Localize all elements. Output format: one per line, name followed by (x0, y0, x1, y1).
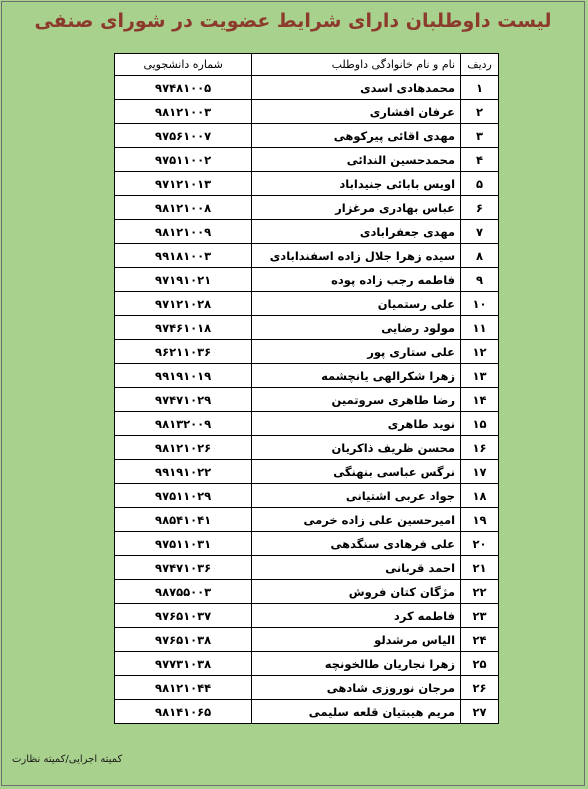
full-name-cell: سیده زهرا جلال زاده اسفندابادی (252, 244, 461, 268)
full-name-cell: علی فرهادی سنگدهی (252, 532, 461, 556)
full-name-cell: زهرا شکرالهی یانچشمه (252, 364, 461, 388)
row-number-cell: ۲ (461, 100, 499, 124)
student-id-cell: ۹۸۷۵۵۰۰۳ (115, 580, 252, 604)
row-number-cell: ۱۴ (461, 388, 499, 412)
full-name-cell: علی رستمیان (252, 292, 461, 316)
row-number-cell: ۲۰ (461, 532, 499, 556)
row-number-cell: ۱۶ (461, 436, 499, 460)
table-row (115, 124, 499, 148)
table-row (115, 244, 499, 268)
student-id-cell: ۹۸۱۲۱۰۰۸ (115, 196, 252, 220)
row-number-cell: ۵ (461, 172, 499, 196)
student-id-cell: ۹۷۵۶۱۰۰۷ (115, 124, 252, 148)
student-id-cell: ۹۹۱۹۱۰۱۹ (115, 364, 252, 388)
student-id-cell: ۹۷۱۲۱۰۲۸ (115, 292, 252, 316)
row-number-cell: ۲۷ (461, 700, 499, 724)
row-number-cell: ۱۱ (461, 316, 499, 340)
table-row (115, 484, 499, 508)
student-id-cell: ۹۷۵۱۱۰۰۲ (115, 148, 252, 172)
student-id-cell: ۹۶۲۱۱۰۳۶ (115, 340, 252, 364)
full-name-cell: محسن ظریف ذاکریان (252, 436, 461, 460)
row-number-cell: ۲۵ (461, 652, 499, 676)
candidates-table (114, 53, 499, 724)
table-row (115, 412, 499, 436)
table-row (115, 268, 499, 292)
table-row (115, 76, 499, 100)
student-id-cell: ۹۸۱۲۱۰۰۳ (115, 100, 252, 124)
row-number-cell: ۱۹ (461, 508, 499, 532)
full-name-cell: امیرحسین علی زاده خرمی (252, 508, 461, 532)
student-id-cell: ۹۸۱۲۱۰۴۴ (115, 676, 252, 700)
row-number-cell: ۲۴ (461, 628, 499, 652)
table-row (115, 364, 499, 388)
student-id-cell: ۹۹۱۸۱۰۰۳ (115, 244, 252, 268)
full-name-cell: مهدی اقائی پیرکوهی (252, 124, 461, 148)
full-name-cell: مریم هیبتیان قلعه سلیمی (252, 700, 461, 724)
table-row (115, 700, 499, 724)
table-row (115, 460, 499, 484)
header-student-id: شماره دانشجویی (115, 54, 252, 76)
row-number-cell: ۱۵ (461, 412, 499, 436)
table-row (115, 340, 499, 364)
full-name-cell: مژگان کتان فروش (252, 580, 461, 604)
full-name-cell: فاطمه رجب زاده پوده (252, 268, 461, 292)
student-id-cell: ۹۷۴۷۱۰۳۶ (115, 556, 252, 580)
table-row (115, 652, 499, 676)
row-number-cell: ۱۰ (461, 292, 499, 316)
row-number-cell: ۳ (461, 124, 499, 148)
student-id-cell: ۹۷۷۳۱۰۳۸ (115, 652, 252, 676)
table-row (115, 196, 499, 220)
page-frame (1, 1, 585, 786)
student-id-cell: ۹۸۱۳۲۰۰۹ (115, 412, 252, 436)
header-full-name: نام و نام خانوادگی داوطلب (252, 54, 461, 76)
student-id-cell: ۹۸۱۲۱۰۰۹ (115, 220, 252, 244)
table-row (115, 604, 499, 628)
row-number-cell: ۸ (461, 244, 499, 268)
row-number-cell: ۲۶ (461, 676, 499, 700)
row-number-cell: ۹ (461, 268, 499, 292)
row-number-cell: ۱۳ (461, 364, 499, 388)
full-name-cell: محمدحسین الندائی (252, 148, 461, 172)
full-name-cell: عباس بهادری مرغزار (252, 196, 461, 220)
row-number-cell: ۶ (461, 196, 499, 220)
student-id-cell: ۹۸۵۴۱۰۴۱ (115, 508, 252, 532)
student-id-cell: ۹۷۱۹۱۰۲۱ (115, 268, 252, 292)
table-row (115, 220, 499, 244)
table-row (115, 292, 499, 316)
full-name-cell: رضا طاهری سروتمین (252, 388, 461, 412)
full-name-cell: فاطمه کرد (252, 604, 461, 628)
full-name-cell: نوید طاهری (252, 412, 461, 436)
row-number-cell: ۱۷ (461, 460, 499, 484)
full-name-cell: نرگس عباسی بنهنگی (252, 460, 461, 484)
student-id-cell: ۹۷۴۷۱۰۲۹ (115, 388, 252, 412)
student-id-cell: ۹۷۱۲۱۰۱۳ (115, 172, 252, 196)
table-row (115, 676, 499, 700)
header-row-number: ردیف (461, 54, 499, 76)
table-row (115, 532, 499, 556)
row-number-cell: ۴ (461, 148, 499, 172)
table-row (115, 148, 499, 172)
student-id-cell: ۹۸۱۴۱۰۶۵ (115, 700, 252, 724)
table-row (115, 556, 499, 580)
student-id-cell: ۹۷۵۱۱۰۲۹ (115, 484, 252, 508)
student-id-cell: ۹۹۱۹۱۰۲۲ (115, 460, 252, 484)
row-number-cell: ۷ (461, 220, 499, 244)
row-number-cell: ۲۲ (461, 580, 499, 604)
row-number-cell: ۱۸ (461, 484, 499, 508)
full-name-cell: عرفان افشاری (252, 100, 461, 124)
student-id-cell: ۹۷۶۵۱۰۳۷ (115, 604, 252, 628)
table-row (115, 172, 499, 196)
student-id-cell: ۹۷۴۶۱۰۱۸ (115, 316, 252, 340)
student-id-cell: ۹۷۵۱۱۰۳۱ (115, 532, 252, 556)
table-row (115, 388, 499, 412)
table-row (115, 580, 499, 604)
table-row (115, 100, 499, 124)
table-row (115, 508, 499, 532)
row-number-cell: ۱ (461, 76, 499, 100)
full-name-cell: زهرا نجاریان طالخونچه (252, 652, 461, 676)
row-number-cell: ۲۱ (461, 556, 499, 580)
full-name-cell: علی ستاری پور (252, 340, 461, 364)
full-name-cell: محمدهادی اسدی (252, 76, 461, 100)
full-name-cell: مرجان نوروزی شادهی (252, 676, 461, 700)
full-name-cell: الیاس مرشدلو (252, 628, 461, 652)
full-name-cell: احمد قربانی (252, 556, 461, 580)
table-row (115, 316, 499, 340)
full-name-cell: مهدی جعفرابادی (252, 220, 461, 244)
footer-note: کمیته اجرایی/کمیته نظارت (12, 754, 123, 765)
table-header-row (115, 54, 499, 76)
full-name-cell: مولود رضایی (252, 316, 461, 340)
row-number-cell: ۲۳ (461, 604, 499, 628)
page-title: لیست داوطلبان دارای شرایط عضویت در شورای صنفی (34, 10, 552, 32)
full-name-cell: جواد عربی اشتیانی (252, 484, 461, 508)
table-row (115, 436, 499, 460)
row-number-cell: ۱۲ (461, 340, 499, 364)
table-row (115, 628, 499, 652)
full-name-cell: اویس بابائی جنیداباد (252, 172, 461, 196)
student-id-cell: ۹۷۶۵۱۰۳۸ (115, 628, 252, 652)
student-id-cell: ۹۷۴۸۱۰۰۵ (115, 76, 252, 100)
student-id-cell: ۹۸۱۲۱۰۲۶ (115, 436, 252, 460)
